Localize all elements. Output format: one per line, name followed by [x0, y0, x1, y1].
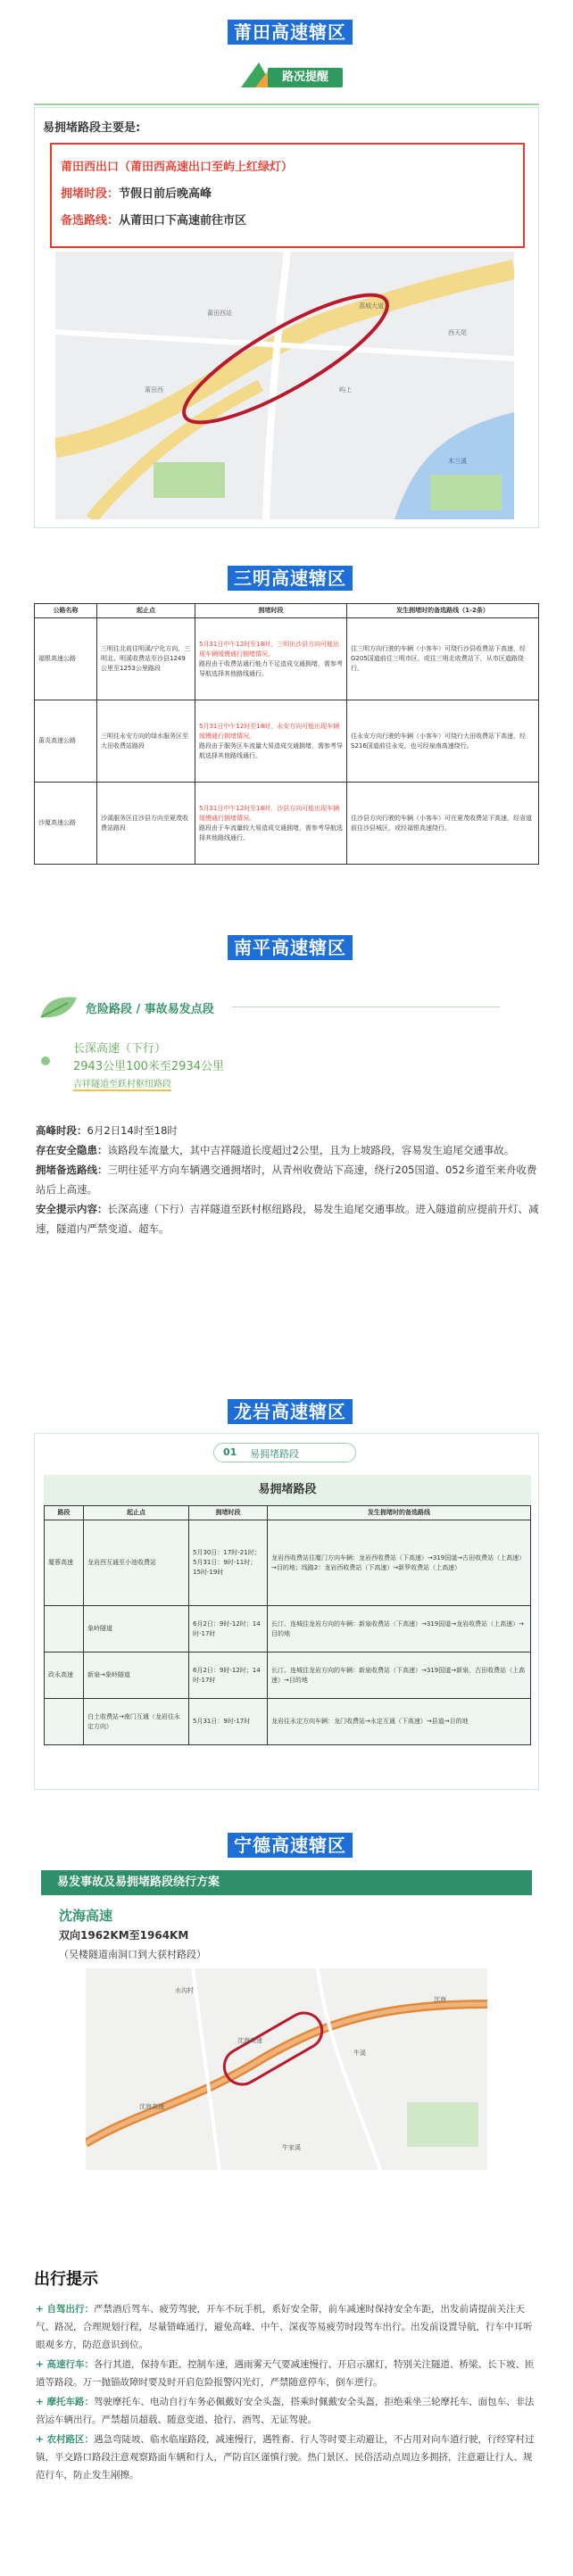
tip-item	[36, 2431, 539, 2484]
nanping-section-title: 南平高速辖区	[228, 935, 353, 960]
alt-cell: 往三明方向行驶的车辆（小客车）可绕行沙县收费站下高速，经G205国道前往三明市区，或往三明北收费站下，从市区道路绕行。	[347, 618, 539, 700]
time-red: 5月31日中午12时至18时，三明出沙县方向可能出现车辆缓慢通行拥堵情况。	[199, 640, 340, 658]
map-label-5: 水沟村	[175, 1987, 194, 1994]
alt-cell: 往永安方向行驶的车辆（小客车）可绕行大田收费站下高速，经S216国道前往永安，也可经泉南高速绕行。	[347, 700, 539, 783]
table-row	[45, 1606, 531, 1652]
nanping-tunnel: 吉祥隧道至跃村枢纽路段	[73, 1076, 171, 1091]
ningde-map[interactable]	[86, 1968, 487, 2170]
col-road: 公路名称	[35, 604, 97, 618]
leaf-icon	[36, 992, 89, 1023]
tip-label: + 高速行车：	[36, 2359, 94, 2370]
col-alt: 发生拥堵时的备选路线	[268, 1506, 531, 1520]
ningde-tunnel: （吴楼隧道南洞口到大获村路段）	[59, 1949, 206, 1960]
putian-section-title: 莆田高速辖区	[228, 20, 353, 45]
span-cell: 三明往北前往明溪/宁化方向，三明北、明溪收费站至沙县1249公里至1253公里路段	[97, 618, 195, 700]
time-cell: 5月30日：17时-21时；5月31日：9时-11时；15时-19时	[189, 1520, 268, 1606]
map-label-3: 屿上	[339, 386, 352, 393]
table-row	[45, 1699, 531, 1745]
col-alt: 发生拥堵时的备选路线（1-2条）	[347, 604, 539, 618]
tips-label: 安全提示内容：	[36, 1203, 108, 1215]
sanming-section-title: 三明高速辖区	[228, 566, 353, 591]
span-cell: 白土收费站→南门互通（龙岩往永定方向）	[84, 1699, 189, 1745]
bullet-icon	[41, 1056, 50, 1065]
group-cell: 政永高速	[45, 1652, 84, 1699]
divider	[34, 104, 539, 105]
longyan-table-title: 易拥堵路段	[44, 1475, 531, 1505]
nanping-km: 2943公里100米至2934公里	[73, 1060, 224, 1073]
map-graphic	[55, 252, 514, 519]
congestion-info-box	[50, 143, 525, 248]
road-cell: 福银高速公路	[35, 618, 97, 700]
longyan-table	[44, 1505, 531, 1745]
tip-label: + 自驾出行：	[36, 2304, 94, 2315]
col-span: 起止点	[84, 1506, 189, 1520]
col-section: 路段	[45, 1506, 84, 1520]
tip-item	[36, 2300, 539, 2354]
road-cell: 沙厦高速公路	[35, 783, 97, 865]
travel-tips-list	[36, 2300, 539, 2486]
map-label-6: 牛家溪	[282, 2144, 301, 2151]
alt-value: 三明往延平方向车辆遇交通拥堵时，从青州收费站下高速，绕行205国道、052乡道至来舟收费站后上高速。	[36, 1164, 537, 1196]
group-cell: 厦蓉高速	[45, 1520, 84, 1606]
nanping-road-name: 长深高速（下行）	[73, 1042, 167, 1056]
danger-category	[36, 992, 536, 1023]
ningde-km: 双向1962KM至1964KM	[59, 1929, 189, 1942]
peak-value: 6月2日14时至18时	[87, 1124, 178, 1137]
time-cell	[195, 700, 347, 783]
road-reminder-label: 路况提醒	[268, 68, 343, 87]
tip-text: 遇急弯陡坡、临水临崖路段，减速慢行，遇牲畜、行人等时要主动避让，不占用对向车道行驶，行经穿村过镇，平交路口路段注意观察路面车辆和行人，严防盲区谨慎行驶。热门景区、民俗活动点周边多拥挤，注意避让行人、规范行车，防止发生剐擦。	[36, 2434, 535, 2481]
map-label-1: 荔城大道	[359, 302, 384, 310]
map-label-1: 沈海高速	[237, 2037, 262, 2044]
longyan-badge	[213, 1443, 356, 1462]
time-note: 路段由于车流量较大易造成交通拥堵，需参考导航选择其他路线通行。	[199, 824, 343, 841]
longyan-section-title: 龙岩高速辖区	[228, 1399, 353, 1424]
time-cell	[195, 783, 347, 865]
congestion-time-label: 拥堵时段：	[61, 187, 120, 201]
road-cell: 莆炎高速公路	[35, 700, 97, 783]
map-label-5: 西天尾	[448, 329, 467, 336]
map-label-6: 木兰溪	[448, 458, 467, 465]
travel-tips-title: 出行提示	[34, 2270, 98, 2289]
map-label-2: 沈海高速	[139, 2103, 164, 2110]
span-cell: 沙溪服务区往沙县方向至夏茂收费站路段	[97, 783, 195, 865]
time-red: 5月31日中午12时至18时，永安方向可能出现车辆缓慢通行拥堵情况。	[199, 722, 340, 740]
table-row	[35, 618, 539, 700]
map-label-2: 莆田西站	[207, 310, 232, 317]
alt-route: 从莆田口下高速前往市区	[119, 214, 247, 228]
tip-text: 各行其道，保持车距、控制车速，遇雨雾天气要减速慢行、开启示廓灯，特别关注隧道、桥梁、长下坡、匝道等路段。万一抛锚故障时要及时开启危险报警闪光灯，严禁随意停车，倒车逆行。	[36, 2359, 535, 2388]
alt-cell: 长汀、连城往龙岩方向的车辆：新泉收费站（下高速）→319国道→龙岩收费站（上高速）→目的地	[268, 1606, 531, 1652]
time-red: 5月31日中午12时至18时，沙县方向可能出现车辆缓慢通行拥堵情况。	[199, 804, 340, 822]
map-graphic	[86, 1968, 487, 2170]
time-note: 路段由于服务区车流量大易造成交通拥堵，需参考导航选择其他路线通行。	[199, 741, 343, 759]
ningde-section-title: 宁德高速辖区	[228, 1833, 353, 1858]
risk-label: 存在安全隐患：	[36, 1144, 108, 1156]
road-reminder-badge	[232, 55, 348, 98]
congestion-location: 莆田西出口（莆田西高速出口至屿上红绿灯）	[61, 161, 294, 174]
col-span: 起止点	[97, 604, 195, 618]
risk-value: 该路段车流量大，其中吉祥隧道长度超过2公里，且为上坡路段，容易发生追尾交通事故。	[107, 1144, 515, 1156]
alt-cell: 龙岩往永定方向车辆：龙门收费站→永定互通（下高速）→县道→目的地	[268, 1699, 531, 1745]
ningde-road-name: 沈海高速	[59, 1908, 113, 1924]
alt-cell: 往沙县方向行驶的车辆（小客车）可在夏茂收费站下高速，经省道前往沙县城区，或经福银高速绕行。	[347, 783, 539, 865]
time-note: 路段由于收费站通行能力不足造成交通拥堵，需参考导航选择其他路线通行。	[199, 659, 343, 677]
tip-item	[36, 2356, 539, 2391]
span-cell: 象岭隧道	[84, 1606, 189, 1652]
map-label-3: 沈海	[434, 1996, 446, 2003]
time-cell: 6月2日：9时-12时；14时-17时	[189, 1652, 268, 1699]
longyan-card	[34, 1433, 539, 1790]
badge-label: 易拥堵路段	[250, 1448, 299, 1460]
putian-map[interactable]	[55, 252, 514, 519]
alt-label: 拥堵备选路线：	[36, 1164, 108, 1176]
congestion-heading: 易拥堵路段主要是:	[43, 121, 141, 135]
span-cell: 三明往永安方向的绿水服务区至大田收费站路段	[97, 700, 195, 783]
table-row	[35, 783, 539, 865]
alt-cell: 龙岩西收费站往厦门方向车辆：龙岩西收费站（下高速）→319国道→古田收费站（上高速）→目的地；线路2：龙岩西收费站（下高速）→新罗收费站（上高速）	[268, 1520, 531, 1606]
map-label-4: 牛溪	[353, 2050, 366, 2057]
peak-label: 高峰时段：	[36, 1124, 87, 1137]
tip-text: 严禁酒后驾车、疲劳驾驶，开车不玩手机，系好安全带，前车减速时保持安全车距，出发前请提前关注天气、路况，合理规划行程，尽量错峰通行，避免高峰、中午、深夜等易疲劳时段驾车出行。出发前设置导航，行车中耳听眼观多方，防范意识到位。	[36, 2304, 533, 2350]
tip-item	[36, 2393, 539, 2429]
danger-category-label: 危险路段 / 事故易发点段	[86, 1003, 214, 1016]
sanming-table	[34, 603, 539, 865]
tips-value: 长深高速（下行）吉祥隧道至跃村枢纽路段，易发生追尾交通事故。进入隧道前应提前开灯、减速，隧道内严禁变道、超车。	[36, 1203, 539, 1235]
time-cell: 6月2日：9时-12时；14时-17时	[189, 1606, 268, 1652]
span-cell: 新泉→象岭隧道	[84, 1652, 189, 1699]
col-time: 拥堵时段	[195, 604, 347, 618]
group-cell	[45, 1699, 84, 1745]
congestion-time: 节假日前后晚高峰	[119, 187, 212, 201]
time-cell	[195, 618, 347, 700]
alt-cell: 长汀、连城往龙岩方向的车辆：新泉收费站（下高速）→319国道→新泉、古田收费站（上高速）→目的地	[268, 1652, 531, 1699]
span-cell: 龙岩西互通至小池收费站	[84, 1520, 189, 1606]
ningde-banner: 易发事故及易拥堵路段绕行方案	[41, 1870, 532, 1895]
divider	[232, 1006, 500, 1007]
tip-label: + 农村路区：	[36, 2434, 94, 2445]
table-row	[35, 700, 539, 783]
badge-num: 01	[223, 1446, 237, 1458]
tip-label: + 摩托车路：	[36, 2397, 94, 2407]
table-row	[45, 1652, 531, 1699]
map-label-4: 莆田西	[145, 386, 163, 393]
table-row	[45, 1520, 531, 1606]
tip-text: 驾驶摩托车、电动自行车务必佩戴好安全头盔，搭乘时佩戴安全头盔，拒绝乘坐三轮摩托车、面包车、非法营运车辆出行。严禁超员超载、随意变道、抢行、酒驾、无证驾驶。	[36, 2397, 535, 2425]
nanping-details	[36, 1121, 539, 1238]
col-time: 拥堵时段	[189, 1506, 268, 1520]
group-cell	[45, 1606, 84, 1652]
alt-route-label: 备选路线：	[61, 214, 120, 228]
time-cell: 5月31日：9时-17时	[189, 1699, 268, 1745]
